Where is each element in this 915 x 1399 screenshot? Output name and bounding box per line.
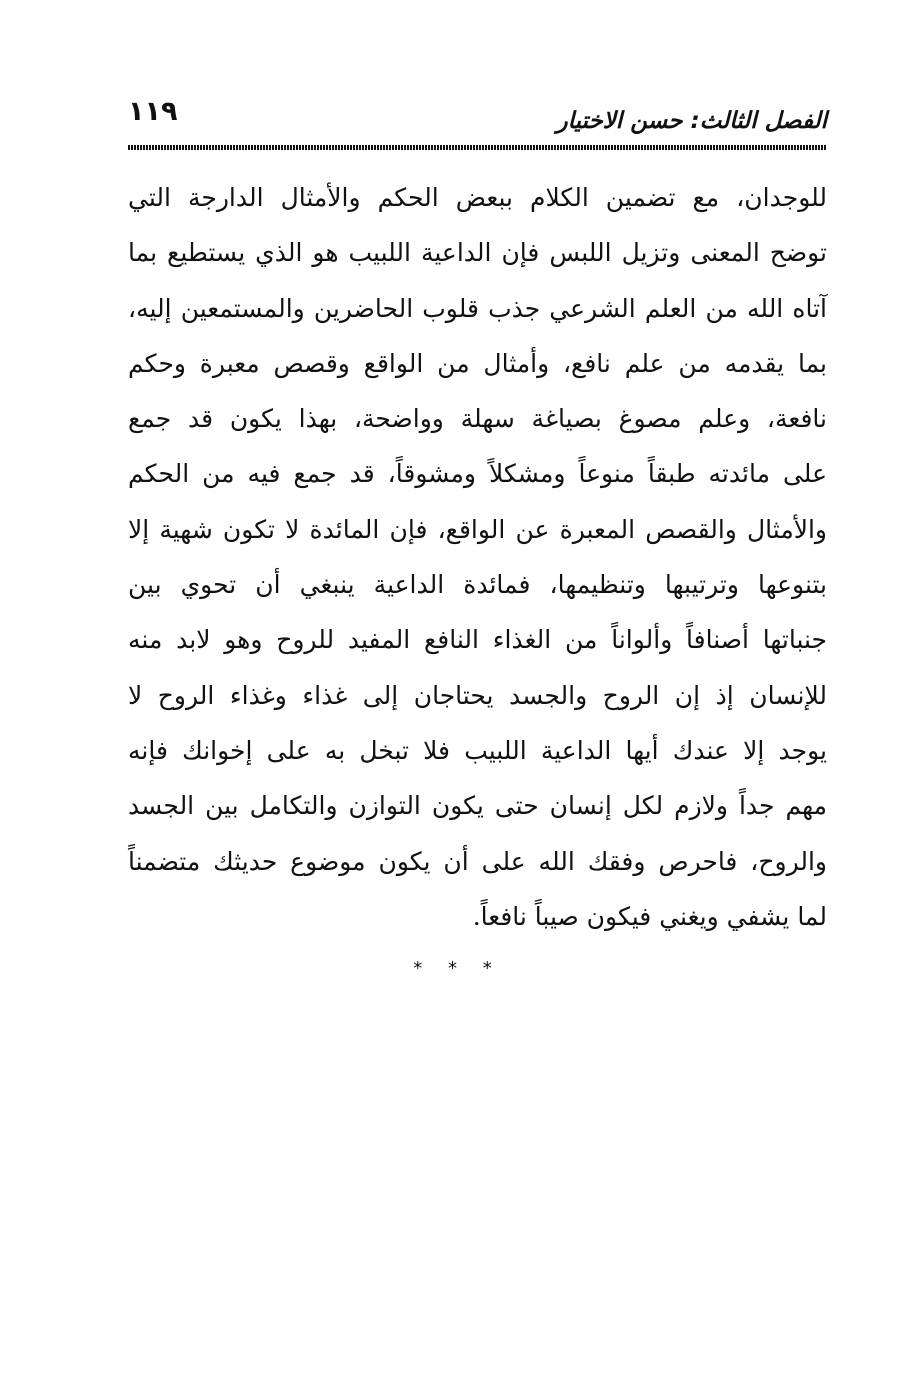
text-line: مهم جداً ولازم لكل إنسان حتى يكون التوازن والتكامل بين الجسد <box>128 791 827 821</box>
text-line: للإنسان إذ إن الروح والجسد يحتاجان إلى غذاء وغذاء الروح لا <box>128 680 827 710</box>
header-rule <box>128 145 827 150</box>
text-line: نافعة، وعلم مصوغ بصياغة سهلة وواضحة، بهذا يكون قد جمع <box>128 404 827 434</box>
text-line: والأمثال والقصص المعبرة عن الواقع، فإن المائدة لا تكون شهية إلا <box>128 514 827 544</box>
page-header <box>128 92 827 150</box>
text-line: لما يشفي ويغني فيكون صيباً نافعاً. <box>472 901 827 931</box>
page-number: ١١٩ <box>128 96 178 127</box>
text-line: والروح، فاحرص وفقك الله على أن يكون موضوع حديثك متضمناً <box>128 846 827 876</box>
text-line: بما يقدمه من علم نافع، وأمثال من الواقع وقصص معبرة وحكم <box>128 348 827 378</box>
text-line: يوجد إلا عندك أيها الداعية اللبيب فلا تبخل به على إخوانك فإنه <box>128 735 827 765</box>
text-line: جنباتها أصنافاً وألواناً من الغذاء النافع المفيد للروح وهو لابد منه <box>128 625 827 655</box>
text-line: للوجدان، مع تضمين الكلام ببعض الحكم والأمثال الدارجة التي <box>128 183 827 212</box>
chapter-title: الفصل الثالث: حسن الاختيار <box>556 108 827 134</box>
text-line: على مائدته طبقاً منوعاً ومشكلاً ومشوقاً، قد جمع فيه من الحكم <box>128 459 827 489</box>
text-line: بتنوعها وترتيبها وتنظيمها، فمائدة الداعية ينبغي أن تحوي بين <box>128 570 827 600</box>
section-separator: * * * <box>413 958 502 979</box>
body-text <box>128 170 827 944</box>
text-line: توضح المعنى وتزيل اللبس فإن الداعية اللبيب هو الذي يستطيع بما <box>128 238 827 268</box>
text-line: آتاه الله من العلم الشرعي جذب قلوب الحاضرين والمستمعين إليه، <box>128 293 827 323</box>
